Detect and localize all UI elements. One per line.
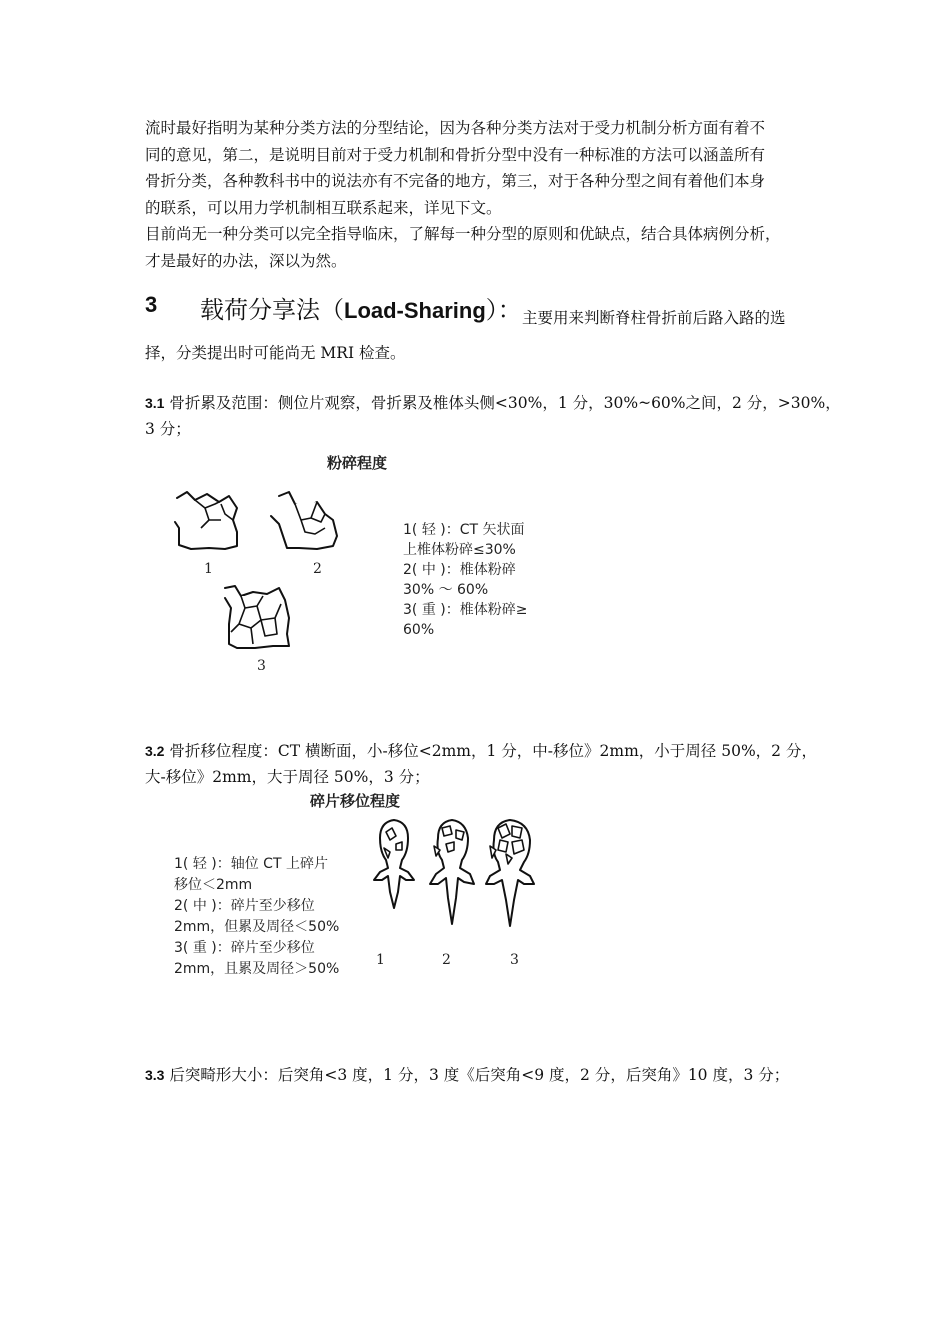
- intro-line-5: 目前尚无一种分类可以完全指导临床，了解每一种分型的原则和优缺点，结合具体病例分析，: [145, 225, 781, 243]
- section-title-en: Load-Sharing: [344, 298, 486, 323]
- legend-line-2: 上椎体粉碎≤30%: [403, 542, 516, 558]
- vertebra-sketch-2: [271, 492, 337, 549]
- subsection-number: 3.3: [145, 1067, 165, 1083]
- intro-line-6: 才是最好的办法，深以为然。: [145, 251, 347, 270]
- vertebra-label-2: 2: [313, 561, 322, 577]
- legend-line-1: 1( 轻 )：轴位 CT 上碎片: [174, 856, 328, 872]
- legend-line-1: 1( 轻 )：CT 矢状面: [403, 522, 525, 538]
- subsection-3-3: [145, 1062, 810, 1088]
- legend-line-4: 2mm，但累及周径＜50%: [174, 919, 340, 935]
- section-3-line-2: [145, 340, 810, 366]
- legend-line-5: 3( 重 )：碎片至少移位: [174, 940, 315, 956]
- intro-paragraph: [145, 115, 810, 274]
- legend-line-6: 60%: [403, 622, 435, 638]
- subsection-text: 骨折累及范围：侧位片观察，骨折累及椎体头侧<30%，1 分，30%~60%之间，2 分，>30%，: [164, 394, 841, 412]
- section-title-close: ）：: [485, 296, 522, 324]
- legend-line-6: 2mm，且累及周径＞50%: [174, 961, 340, 977]
- vertebra-sketch-1: [175, 492, 237, 549]
- legend-line-4: 30% ～ 60%: [403, 582, 489, 598]
- section-3-heading: [145, 288, 810, 328]
- subsection-number: 3.1: [145, 395, 165, 411]
- intro-line-3: 骨折分类，各种教科书中的说法亦有不完备的地方，第三，对于各种分型之间有着他们本身: [145, 172, 766, 190]
- legend-line-3: 2( 中 )：碎片至少移位: [174, 898, 315, 914]
- figure-comminution: [165, 448, 565, 678]
- subsection-number: 3.2: [145, 743, 165, 759]
- axial-label-2: 2: [442, 952, 451, 968]
- figure-comminution-svg: [165, 448, 565, 678]
- axial-sketch-1: [374, 820, 414, 908]
- figure-displacement: [168, 788, 568, 978]
- axial-sketch-2: [430, 820, 474, 924]
- figure-title: 粉碎程度: [327, 454, 388, 472]
- subsection-text: 后突畸形大小：后突角<3 度，1 分，3 度《后突角<9 度，2 分，后突角》10 度，3 分；: [164, 1066, 790, 1084]
- subsection-text-2: 3 分；: [145, 420, 191, 438]
- subsection-3-1: [145, 390, 841, 442]
- section-number: 3: [145, 292, 158, 317]
- legend-line-3: 2( 中 )：椎体粉碎: [403, 562, 516, 578]
- legend-line-2: 移位＜2mm: [174, 877, 253, 893]
- section-3-text: 择，分类提出时可能尚无 MRI 检查。: [145, 344, 406, 362]
- vertebra-sketch-3: [225, 586, 289, 648]
- legend-line-5: 3( 重 )：椎体粉碎≥: [403, 602, 528, 618]
- section-title: [200, 290, 522, 325]
- figure-displacement-svg: [168, 788, 568, 978]
- vertebra-label-3: 3: [257, 658, 266, 674]
- subsection-3-2: [145, 738, 817, 790]
- figure-title: 碎片移位程度: [310, 792, 401, 810]
- section-title-cn: 载荷分享法（: [200, 296, 344, 324]
- intro-line-1: 流时最好指明为某种分类方法的分型结论，因为各种分类方法对于受力机制分析方面有着不: [145, 119, 766, 137]
- subsection-text-2: 大-移位》2mm，大于周径 50%，3 分；: [145, 768, 430, 786]
- vertebra-label-1: 1: [204, 561, 213, 577]
- subsection-text: 骨折移位程度：CT 横断面，小-移位<2mm，1 分，中-移位》2mm，小于周径 50%，2 分，: [164, 742, 817, 760]
- axial-label-3: 3: [510, 952, 519, 968]
- section-title-tail: 主要用来判断脊柱骨折前后路入路的选: [522, 309, 786, 327]
- intro-line-2: 同的意见，第二，是说明目前对于受力机制和骨折分型中没有一种标准的方法可以涵盖所有: [145, 145, 766, 164]
- axial-label-1: 1: [376, 952, 385, 968]
- intro-line-4: 的联系，可以用力学机制相互联系起来，详见下文。: [145, 198, 502, 217]
- axial-sketch-3: [486, 820, 534, 926]
